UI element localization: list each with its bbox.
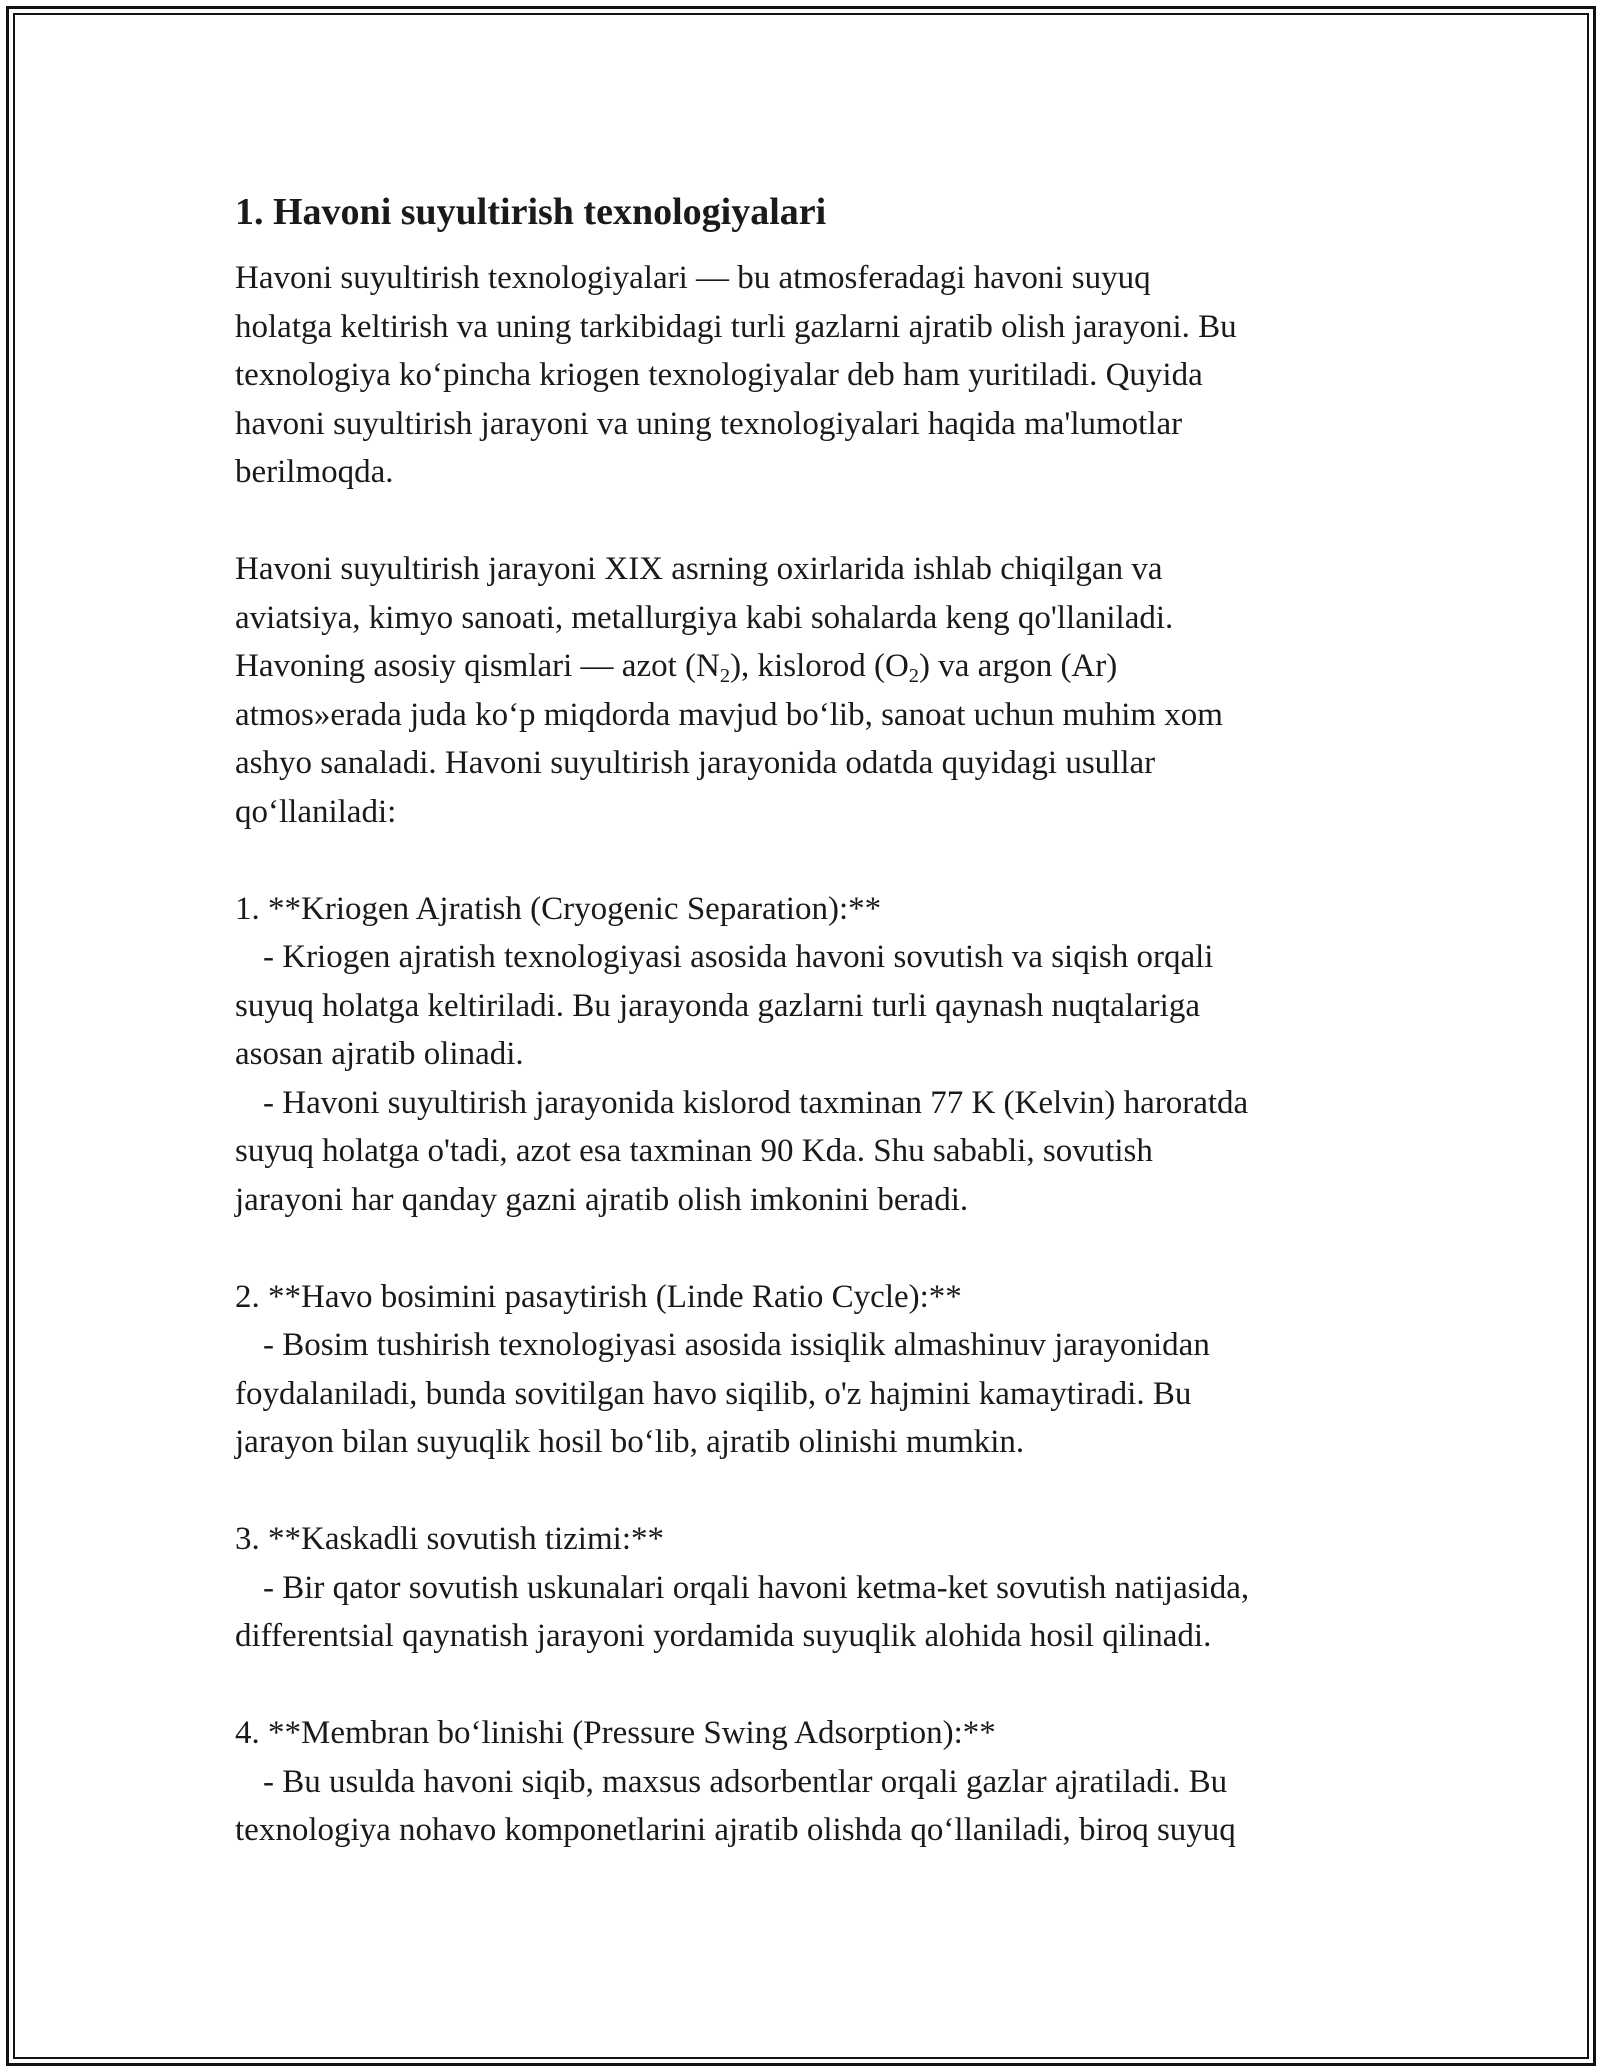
method-heading: 1. **Kriogen Ajratish (Cryogenic Separation):** bbox=[235, 890, 882, 927]
history-paragraph bbox=[235, 545, 1375, 836]
method-line: - Bu usulda havoni siqib, maxsus adsorbentlar orqali gazlar ajratiladi. Bu bbox=[263, 1763, 1228, 1800]
nitrogen-subscript: 2 bbox=[719, 665, 731, 688]
intro-line: havoni suyultirish jarayoni va uning texnologiyalari haqida ma'lumotlar bbox=[235, 405, 1183, 442]
method-line: jarayon bilan suyuqlik hosil bo‘lib, ajratib olinishi mumkin. bbox=[235, 1424, 1025, 1460]
intro-line: holatga keltirish va uning tarkibidagi turli gazlarni ajratib olish jarayoni. Bu bbox=[235, 308, 1237, 345]
method-line: differentsial qaynatish jarayoni yordamida suyuqlik alohida hosil qilinadi. bbox=[235, 1618, 1212, 1654]
history-line: atmos»erada juda ko‘p miqdorda mavjud bo‘lib, sanoat uchun muhim xom bbox=[235, 696, 1223, 733]
method-line: asosan ajratib olinadi. bbox=[235, 1036, 524, 1072]
method-item bbox=[235, 1515, 1375, 1661]
method-item bbox=[235, 1709, 1375, 1855]
oxygen-subscript: 2 bbox=[908, 665, 920, 688]
method-line: - Havoni suyultirish jarayonida kislorod taxminan 77 K (Kelvin) haroratda bbox=[263, 1084, 1249, 1121]
method-item bbox=[235, 1273, 1375, 1467]
method-line: foydalaniladi, bunda sovitilgan havo siqilib, o'z hajmini kamaytiradi. Bu bbox=[235, 1375, 1192, 1412]
history-line-formula bbox=[235, 642, 1375, 691]
intro-line: Havoni suyultirish texnologiyalari — bu atmosferadagi havoni suyuq bbox=[235, 260, 1151, 296]
method-line: - Bosim tushirish texnologiyasi asosida issiqlik almashinuv jarayonidan bbox=[263, 1327, 1210, 1363]
history-text: ) va argon (Ar) bbox=[919, 648, 1118, 684]
history-line: qo‘llaniladi: bbox=[235, 793, 397, 830]
method-line: jarayoni har qanday gazni ajratib olish imkonini beradi. bbox=[235, 1181, 969, 1218]
history-line: aviatsiya, kimyo sanoati, metallurgiya kabi sohalarda keng qo'llaniladi. bbox=[235, 599, 1174, 636]
method-line: suyuq holatga keltiriladi. Bu jarayonda gazlarni turli qaynash nuqtalariga bbox=[235, 987, 1200, 1024]
method-item bbox=[235, 885, 1375, 1225]
document-body bbox=[235, 186, 1375, 1903]
method-line: texnologiya nohavo komponetlarini ajratib olishda qo‘llaniladi, biroq suyuq bbox=[235, 1812, 1236, 1848]
method-heading: 4. **Membran bo‘linishi (Pressure Swing Adsorption):** bbox=[235, 1715, 996, 1751]
history-line: ashyo sanaladi. Havoni suyultirish jarayonida odatda quyidagi usullar bbox=[235, 745, 1156, 781]
method-line: - Kriogen ajratish texnologiyasi asosida havoni sovutish va siqish orqali bbox=[263, 939, 1214, 975]
method-heading: 3. **Kaskadli sovutish tizimi:** bbox=[235, 1521, 664, 1557]
history-text: ), kislorod (O bbox=[730, 648, 909, 684]
history-text: Havoning asosiy qismlari — azot (N bbox=[235, 648, 720, 684]
document-title: 1. Havoni suyultirish texnologiyalari bbox=[235, 191, 827, 233]
history-line: Havoni suyultirish jarayoni XIX asrning oxirlarida ishlab chiqilgan va bbox=[235, 551, 1163, 587]
method-line: suyuq holatga o'tadi, azot esa taxminan 90 Kda. Shu sababli, sovutish bbox=[235, 1133, 1153, 1169]
intro-line: texnologiya ko‘pincha kriogen texnologiyalar deb ham yuritiladi. Quyida bbox=[235, 357, 1203, 393]
method-heading: 2. **Havo bosimini pasaytirish (Linde Ratio Cycle):** bbox=[235, 1278, 962, 1315]
intro-line: berilmoqda. bbox=[235, 454, 394, 490]
method-line: - Bir qator sovutish uskunalari orqali havoni ketma-ket sovutish natijasida, bbox=[263, 1569, 1250, 1606]
intro-paragraph bbox=[235, 254, 1375, 497]
method-list bbox=[235, 885, 1375, 1855]
